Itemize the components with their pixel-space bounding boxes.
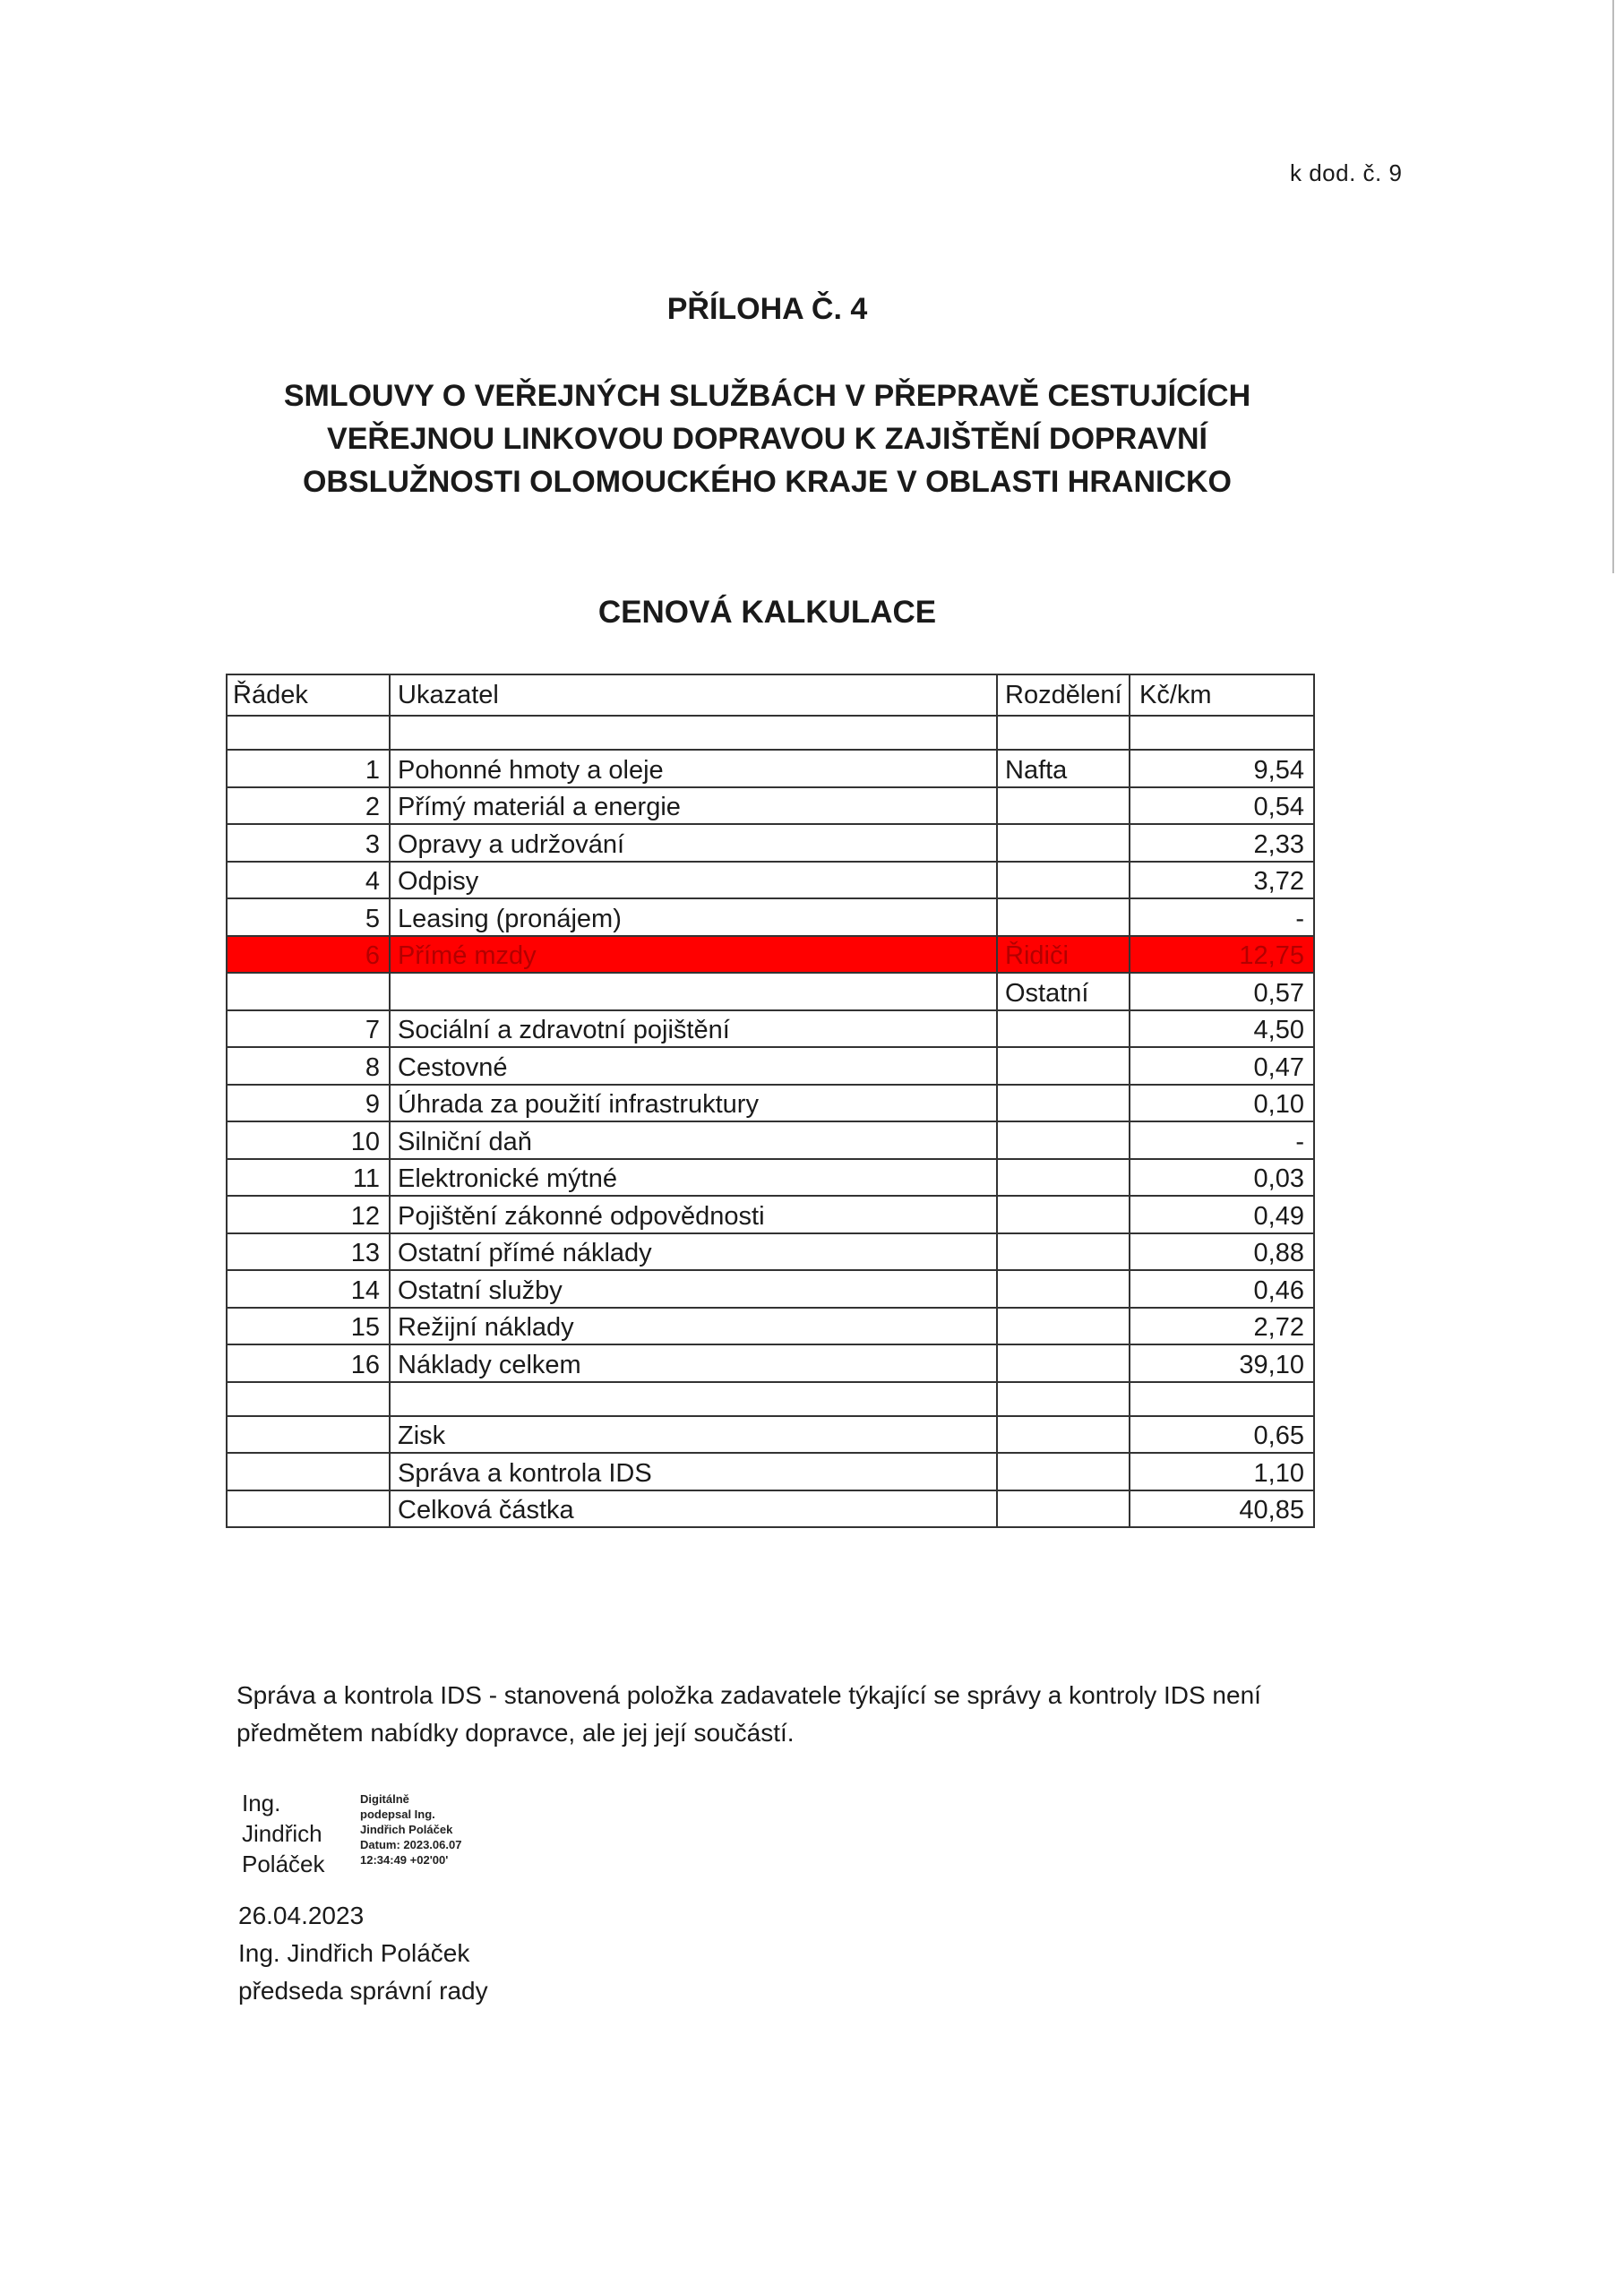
row-number-cell: 6: [227, 936, 390, 974]
table-row: [227, 898, 1314, 936]
table-row: [227, 936, 1314, 974]
digital-signature-line: Datum: 2023.06.07: [360, 1838, 462, 1851]
digital-signature-line: Jindřich Poláček: [360, 1823, 453, 1836]
row-number-cell: [227, 1453, 390, 1490]
split-cell: [997, 1159, 1130, 1197]
digital-signature-line: podepsal Ing.: [360, 1808, 435, 1821]
value-cell: 0,46: [1130, 1270, 1314, 1308]
appendix-title: PŘÍLOHA Č. 4: [666, 292, 868, 326]
signature-name-line: Poláček: [242, 1851, 325, 1877]
value-cell: [1130, 1382, 1314, 1416]
indicator-cell: Pojištění zákonné odpovědnosti: [390, 1196, 997, 1233]
split-cell: [997, 898, 1130, 936]
value-cell: [1130, 716, 1314, 750]
row-number-cell: 14: [227, 1270, 390, 1308]
value-cell: 4,50: [1130, 1010, 1314, 1048]
row-number-cell: 1: [227, 750, 390, 787]
indicator-cell: Ostatní služby: [390, 1270, 997, 1308]
indicator-cell: Zisk: [390, 1416, 997, 1454]
table-row: [227, 1490, 1314, 1528]
value-cell: 12,75: [1130, 936, 1314, 974]
split-cell: [997, 1490, 1130, 1528]
signature-name-line: Ing.: [242, 1790, 281, 1816]
row-number-cell: 10: [227, 1121, 390, 1159]
split-cell: [997, 1416, 1130, 1454]
row-number-cell: 8: [227, 1047, 390, 1085]
signature-date: 26.04.2023: [238, 1902, 365, 1929]
table-row: [227, 1085, 1314, 1122]
contract-title-line: OBSLUŽNOSTI OLOMOUCKÉHO KRAJE V OBLASTI HRANICKO: [302, 465, 1233, 499]
indicator-cell: [390, 1382, 997, 1416]
value-cell: 9,54: [1130, 750, 1314, 787]
row-number-cell: [227, 1490, 390, 1528]
table-row: [227, 1010, 1314, 1048]
indicator-cell: Pohonné hmoty a oleje: [390, 750, 997, 787]
table-row: [227, 750, 1314, 787]
split-cell: [997, 1010, 1130, 1048]
header-indicator: Ukazatel: [390, 674, 997, 716]
split-cell: [997, 1047, 1130, 1085]
table-row: [227, 1121, 1314, 1159]
value-cell: 2,33: [1130, 824, 1314, 862]
indicator-cell: Cestovné: [390, 1047, 997, 1085]
signer-position: předseda správní rady: [238, 1977, 488, 2005]
ids-note: Správa a kontrola IDS - stanovená položka zadavatele týkající se správy a kontroly IDS není předmětem nabídky dopravce, ale jej její součástí.: [236, 1681, 1261, 1747]
document-reference: k dod. č. 9: [1290, 159, 1403, 186]
indicator-cell: Správa a kontrola IDS: [390, 1453, 997, 1490]
indicator-cell: Opravy a udržování: [390, 824, 997, 862]
row-number-cell: 15: [227, 1308, 390, 1345]
value-cell: -: [1130, 1121, 1314, 1159]
row-number-cell: 13: [227, 1233, 390, 1271]
header-value: Kč/km: [1130, 674, 1314, 716]
header-row-number: Řádek: [227, 674, 390, 716]
signature-name-line: Jindřich: [242, 1820, 322, 1847]
row-number-cell: 12: [227, 1196, 390, 1233]
value-cell: 0,47: [1130, 1047, 1314, 1085]
table-row: [227, 824, 1314, 862]
row-number-cell: 7: [227, 1010, 390, 1048]
split-cell: Nafta: [997, 750, 1130, 787]
row-number-cell: 3: [227, 824, 390, 862]
table-row: [227, 1344, 1314, 1382]
header-split: Rozdělení: [997, 674, 1130, 716]
row-number-cell: [227, 973, 390, 1010]
indicator-cell: Přímý materiál a energie: [390, 787, 997, 825]
table-row: [227, 1233, 1314, 1271]
split-cell: [997, 1344, 1130, 1382]
table-row: [227, 1308, 1314, 1345]
split-cell: [997, 1382, 1130, 1416]
signer-name: Ing. Jindřich Poláček: [238, 1939, 470, 1967]
split-cell: [997, 1453, 1130, 1490]
split-cell: Ostatní: [997, 973, 1130, 1010]
split-cell: [997, 787, 1130, 825]
value-cell: 0,03: [1130, 1159, 1314, 1197]
indicator-cell: [390, 973, 997, 1010]
indicator-cell: Sociální a zdravotní pojištění: [390, 1010, 997, 1048]
split-cell: [997, 1196, 1130, 1233]
row-number-cell: 16: [227, 1344, 390, 1382]
signature-name: [242, 1788, 325, 1879]
row-number-cell: [227, 716, 390, 750]
row-number-cell: [227, 1416, 390, 1454]
split-cell: [997, 1270, 1130, 1308]
table-row: [227, 716, 1314, 750]
table-row: [227, 787, 1314, 825]
row-number-cell: 2: [227, 787, 390, 825]
indicator-cell: Celková částka: [390, 1490, 997, 1528]
value-cell: 0,88: [1130, 1233, 1314, 1271]
row-number-cell: 11: [227, 1159, 390, 1197]
value-cell: 1,10: [1130, 1453, 1314, 1490]
split-cell: [997, 862, 1130, 899]
value-cell: 0,57: [1130, 973, 1314, 1010]
value-cell: 40,85: [1130, 1490, 1314, 1528]
table-row: [227, 1270, 1314, 1308]
split-cell: [997, 716, 1130, 750]
table-row: [227, 1453, 1314, 1490]
split-cell: [997, 1233, 1130, 1271]
digital-signature-line: Digitálně: [360, 1792, 409, 1806]
indicator-cell: Ostatní přímé náklady: [390, 1233, 997, 1271]
table-row: [227, 1416, 1314, 1454]
value-cell: 0,49: [1130, 1196, 1314, 1233]
indicator-cell: Náklady celkem: [390, 1344, 997, 1382]
table-row: [227, 862, 1314, 899]
value-cell: 0,54: [1130, 787, 1314, 825]
table-row: [227, 1382, 1314, 1416]
row-number-cell: 9: [227, 1085, 390, 1122]
indicator-cell: Odpisy: [390, 862, 997, 899]
value-cell: -: [1130, 898, 1314, 936]
contract-title: [0, 374, 1534, 503]
table-row: [227, 1159, 1314, 1197]
value-cell: 0,65: [1130, 1416, 1314, 1454]
indicator-cell: Leasing (pronájem): [390, 898, 997, 936]
table-row: [227, 1047, 1314, 1085]
row-number-cell: 5: [227, 898, 390, 936]
page-edge-line: [1612, 0, 1614, 573]
digital-signature-stamp: [360, 1791, 461, 1868]
split-cell: [997, 1121, 1130, 1159]
split-cell: [997, 1085, 1130, 1122]
contract-title-line: SMLOUVY O VEŘEJNÝCH SLUŽBÁCH V PŘEPRAVĚ CESTUJÍCÍCH: [283, 379, 1251, 413]
table-row: [227, 973, 1314, 1010]
indicator-cell: Přímé mzdy: [390, 936, 997, 974]
split-cell: Řidiči: [997, 936, 1130, 974]
value-cell: 2,72: [1130, 1308, 1314, 1345]
contract-title-line: VEŘEJNOU LINKOVOU DOPRAVOU K ZAJIŠTĚNÍ DOPRAVNÍ: [327, 422, 1207, 456]
section-title: CENOVÁ KALKULACE: [597, 595, 937, 630]
value-cell: 3,72: [1130, 862, 1314, 899]
split-cell: [997, 1308, 1130, 1345]
price-calculation-table: [226, 674, 1315, 1528]
digital-signature-line: 12:34:49 +02'00': [360, 1853, 449, 1867]
row-number-cell: 4: [227, 862, 390, 899]
value-cell: 0,10: [1130, 1085, 1314, 1122]
split-cell: [997, 824, 1130, 862]
value-cell: 39,10: [1130, 1344, 1314, 1382]
indicator-cell: Elektronické mýtné: [390, 1159, 997, 1197]
indicator-cell: Úhrada za použití infrastruktury: [390, 1085, 997, 1122]
indicator-cell: [390, 716, 997, 750]
table-row: [227, 1196, 1314, 1233]
indicator-cell: Silniční daň: [390, 1121, 997, 1159]
indicator-cell: Režijní náklady: [390, 1308, 997, 1345]
footer-block: [238, 1897, 488, 2010]
table-header-row: [227, 674, 1314, 716]
row-number-cell: [227, 1382, 390, 1416]
